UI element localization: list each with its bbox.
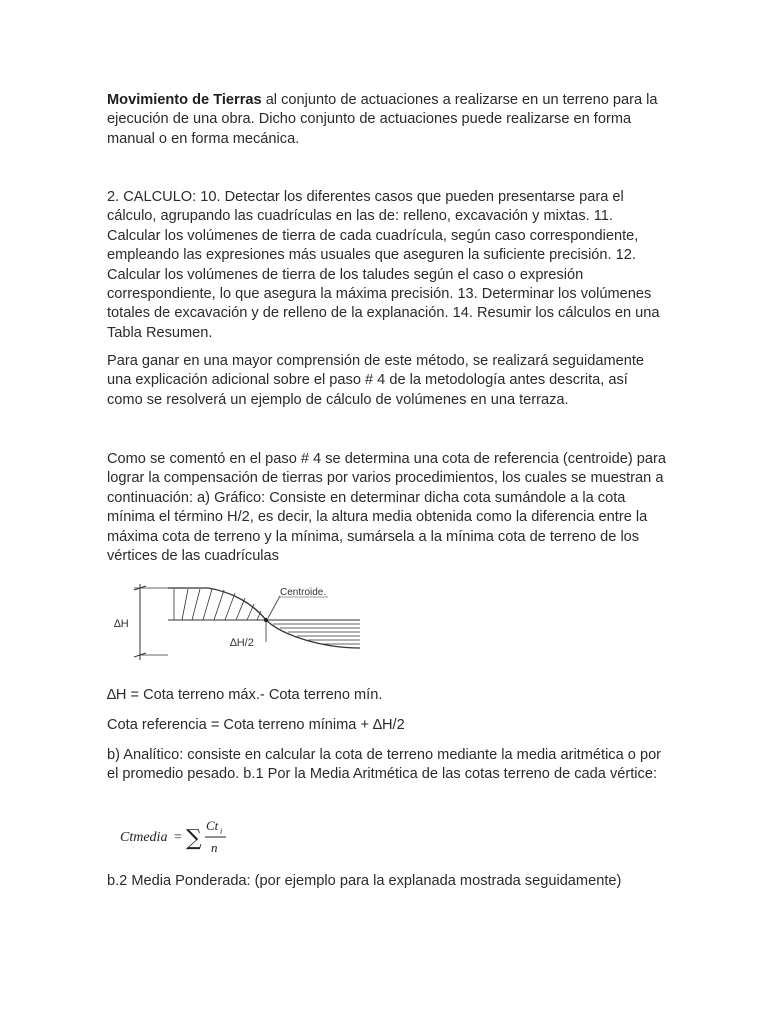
delta-h-definition: ∆H = Cota terreno máx.- Cota terreno mín. [107, 687, 383, 703]
comento-paragraph: Como se comentó en el paso # 4 se determina una cota de referencia (centroide) para lograr la compensación de tierras por varios procedimientos, los cuales se muestran a continuación: a) Gráfico: Consiste en determinar dicha cota sumándole a la cota mínima el término H/2, es decir, la altura media obtenida como la diferencia entre la máxima cota de terreno y la mínima, sumársela a la mínima cota de terreno de los vértices de las cuadrículas [107, 451, 666, 565]
cota-referencia-definition: Cota referencia = Cota terreno mínima + ∆H/2 [107, 717, 405, 733]
centroid-diagram [108, 580, 378, 666]
formula-numerator: Ct [206, 818, 219, 833]
centroid-point [264, 618, 268, 622]
intro-paragraph [107, 91, 667, 149]
centroid-label: Centroide. [280, 587, 327, 598]
terrain-profile [168, 588, 360, 648]
delta-h2-label: ∆H/2 [230, 637, 254, 649]
delta-h-label: ∆H [114, 618, 129, 630]
formula-subscript: i [220, 827, 223, 836]
cut-hatching [174, 589, 261, 620]
formula-lhs: Ctmedia [120, 830, 168, 845]
media-aritmetica-formula [120, 814, 240, 860]
ponderada-paragraph: b.2 Media Ponderada: (por ejemplo para la explanada mostrada seguidamente) [107, 873, 622, 889]
centroid-leader [268, 596, 280, 618]
calculo-paragraph: 2. CALCULO: 10. Detectar los diferentes casos que pueden presentarse para el cálculo, agrupando las cuadrículas en las de: relleno, excavación y mixtas. 11. Calcular los volúmenes de tierra de cada cuadrícula, según caso correspondiente, empleando las expresiones más usuales que aseguren la suficiente precisión. 12. Calcular los volúmenes de tierra de los taludes según el caso o expresión correspondiente, lo que asegura la máxima precisión. 13. Determinar los volúmenes totales de excavación y de relleno de la explanación. 14. Resumir los cálculos en una Tabla Resumen. [107, 189, 660, 341]
intro-term: Movimiento de Tierras [107, 92, 262, 108]
formula-denominator: n [211, 840, 218, 855]
analitico-paragraph: b) Analítico: consiste en calcular la cota de terreno mediante la media aritmética o por el promedio pesado. b.1 Por la Media Aritmética de las cotas terreno de cada vértice: [107, 747, 662, 783]
formula-sum: ∑ [186, 826, 202, 851]
comprension-paragraph: Para ganar en una mayor comprensión de este método, se realizará seguidamente una explicación adicional sobre el paso # 4 de la metodología antes descrita, así como se resolverá un ejemplo de cálculo de volúmenes en una terraza. [107, 353, 645, 408]
fill-hatching [273, 624, 360, 644]
formula-equals: = [174, 830, 182, 845]
intro-text: al conjunto de actuaciones a realizarse en un terreno para la ejecución de una obra. Dicho conjunto de actuaciones puede realizarse en forma manual o en forma mecánica. [107, 92, 658, 147]
